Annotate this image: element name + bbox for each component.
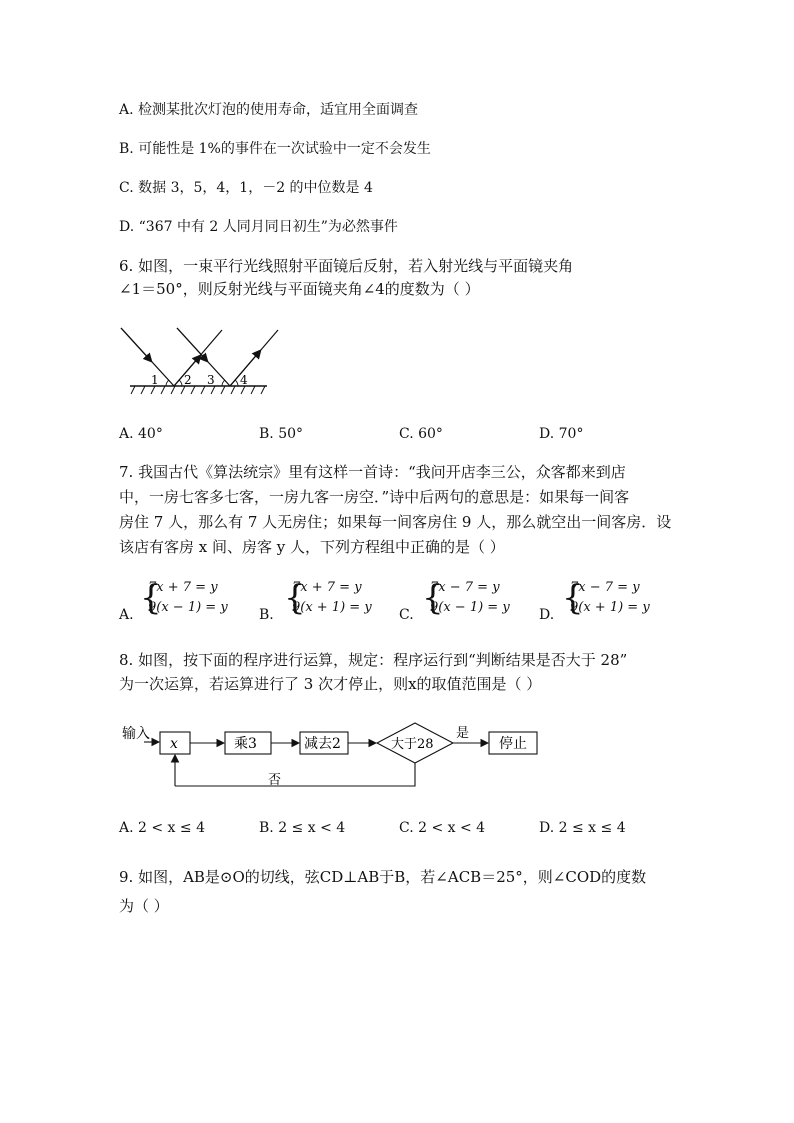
angle-label-1: 1 bbox=[151, 373, 159, 387]
q6-option-d: D. 70° bbox=[539, 426, 584, 442]
q7-option-c-letter: C. bbox=[399, 607, 414, 623]
q7-stem-line3: 房住 7 人，那么有 7 人无房住；如果每一间客房住 9 人，那么就空出一间客房．设 bbox=[119, 513, 672, 531]
flow-input-label: 输入 bbox=[122, 726, 150, 742]
brace-icon: { bbox=[140, 578, 162, 618]
q7-option-a-eq2: 9(x − 1) = y bbox=[148, 600, 228, 615]
option-5b: B. 可能性是 1%的事件在一次试验中一定不会发生 bbox=[119, 141, 431, 157]
q8-stem-line2: 为一次运算，若运算进行了 3 次才停止，则x的取值范围是（ ） bbox=[119, 675, 542, 693]
q7-option-a-eq1: 7x + 7 = y bbox=[148, 580, 218, 595]
brace-icon: { bbox=[562, 578, 584, 618]
q9-stem-line2: 为（ ） bbox=[119, 897, 169, 915]
q7-stem-line1: 7. 我国古代《算法统宗》里有这样一首诗：“我问开店李三公，众客都来到店 bbox=[119, 463, 626, 481]
flow-stop-label: 停止 bbox=[499, 736, 527, 752]
q7-option-d-eq1: 7x − 7 = y bbox=[570, 580, 640, 595]
q8-option-d: D. 2 ≤ x ≤ 4 bbox=[539, 820, 626, 836]
q7-option-c-eq2: 9(x − 1) = y bbox=[430, 600, 510, 615]
q6-option-a: A. 40° bbox=[119, 426, 163, 442]
angle-label-3: 3 bbox=[207, 373, 215, 387]
q7-option-a-system bbox=[140, 578, 228, 618]
flow-decision-label: 大于28 bbox=[391, 737, 434, 752]
mirror-reflection-figure bbox=[115, 318, 285, 398]
flow-yes-label: 是 bbox=[456, 726, 470, 741]
brace-icon: { bbox=[284, 578, 306, 618]
flow-no-label: 否 bbox=[268, 773, 282, 788]
q7-option-c-eq1: 7x − 7 = y bbox=[430, 580, 500, 595]
option-5c: C. 数据 3，5，4，1，－2 的中位数是 4 bbox=[119, 180, 373, 196]
q7-option-b-eq2: 9(x + 1) = y bbox=[292, 600, 372, 615]
q6-option-c: C. 60° bbox=[399, 426, 443, 442]
angle-label-2: 2 bbox=[184, 373, 192, 387]
q6-stem-line2: ∠1＝50°，则反射光线与平面镜夹角∠4的度数为（ ） bbox=[119, 280, 480, 298]
q7-option-b-system bbox=[284, 578, 372, 618]
program-flowchart bbox=[118, 718, 548, 793]
q7-stem-line2: 中，一房七客多七客，一房九客一房空．”诗中后两句的意思是：如果每一间客 bbox=[119, 488, 630, 506]
q7-option-a-letter: A. bbox=[119, 607, 134, 623]
option-5d: D. “367 中有 2 人同月同日初生”为必然事件 bbox=[119, 219, 398, 235]
q7-option-d-eq2: 9(x + 1) = y bbox=[570, 600, 650, 615]
q7-option-b-letter: B. bbox=[259, 607, 274, 623]
q7-option-d-letter: D. bbox=[539, 607, 555, 623]
q8-option-a: A. 2 < x ≤ 4 bbox=[119, 820, 205, 836]
q8-stem-line1: 8. 如图，按下面的程序进行运算，规定：程序运行到“判断结果是否大于 28” bbox=[119, 651, 628, 669]
q6-option-b: B. 50° bbox=[259, 426, 304, 442]
brace-icon: { bbox=[422, 578, 444, 618]
angle-label-4: 4 bbox=[240, 373, 248, 387]
flow-multiply-label: 乘3 bbox=[234, 736, 257, 752]
q7-option-c-system bbox=[422, 578, 510, 618]
q8-option-b: B. 2 ≤ x < 4 bbox=[259, 820, 346, 836]
option-5a: A. 检测某批次灯泡的使用寿命，适宜用全面调查 bbox=[119, 102, 419, 118]
q7-option-d-system bbox=[562, 578, 650, 618]
q7-stem-line4: 该店有客房 x 间、房客 y 人，下列方程组中正确的是（ ） bbox=[119, 538, 505, 556]
q9-stem-line1: 9. 如图，AB是⊙O的切线，弦CD⊥AB于B，若∠ACB＝25°，则∠COD的度数 bbox=[119, 868, 647, 886]
q7-option-b-eq1: 7x + 7 = y bbox=[292, 580, 362, 595]
flow-subtract-label: 减去2 bbox=[304, 736, 341, 752]
q6-stem-line1: 6. 如图，一束平行光线照射平面镜后反射，若入射光线与平面镜夹角 bbox=[119, 257, 574, 275]
q8-option-c: C. 2 < x < 4 bbox=[399, 820, 486, 836]
flow-x-label: x bbox=[170, 736, 178, 752]
